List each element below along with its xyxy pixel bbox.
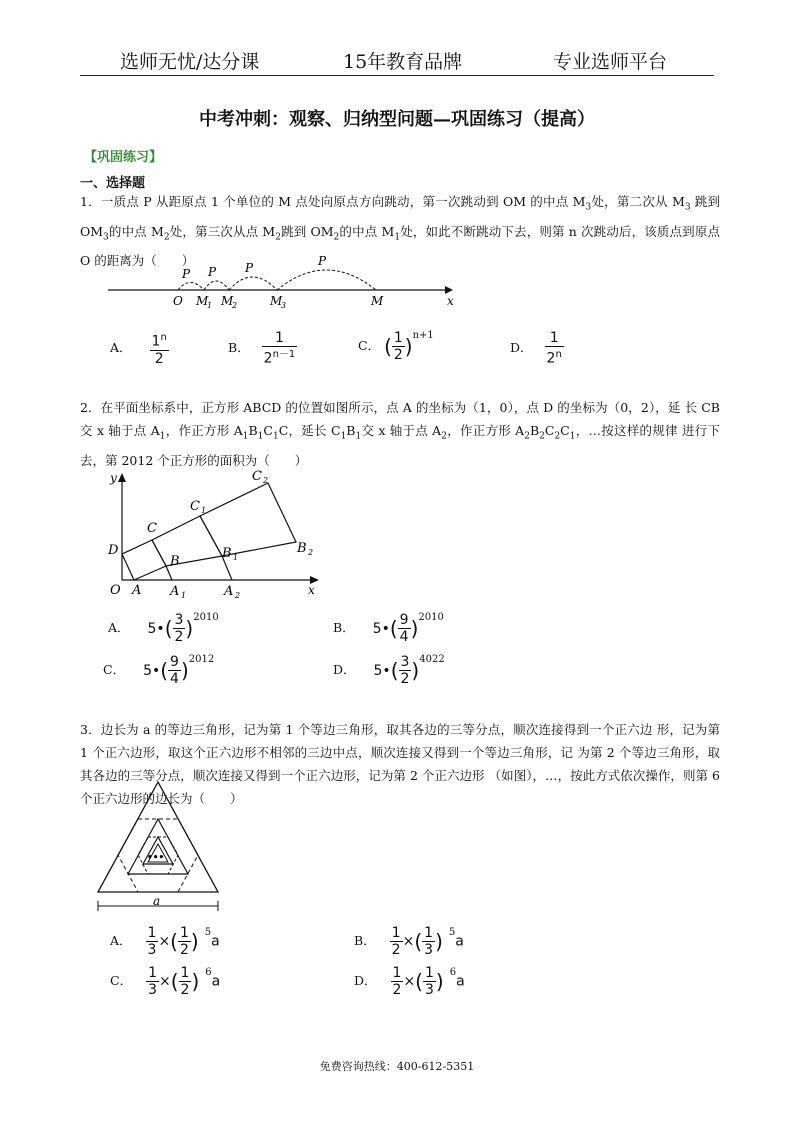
svg-text:M: M [270,294,283,308]
svg-text:1: 1 [233,553,239,562]
header-divider [80,75,714,76]
q3-option-b[interactable]: B． $\frac{1}{2}$ ×( $\frac{1}{3}$ ) $^5$a [354,925,464,958]
svg-text:C: C [147,521,157,536]
q3-option-d[interactable]: D． $\frac{1}{2}$ ×( $\frac{1}{3}$ ) $^6$a [354,965,465,998]
section-label: 【巩固练习】 [84,150,163,165]
question-3-text: 3．边长为 a 的等边三角形，记为第 1 个等边三角形，取其各边的三等分点，顺次连接得到一个正六边 形，记为第 1 个正六边形，取这个正六边形不相邻的三边中点，顺次连接又得到一个等边三角形，记 为第 2 个等边三角形，取其各边的三等分点，顺次连接又得到一个正六边形，记为第 2 个正六边形 （如图），…，按此方式依次操作，则第 6 个正六边形的边长为（ ） [80,722,720,806]
svg-text:M: M [196,294,209,308]
svg-text:P: P [245,261,254,275]
svg-text:M: M [221,294,234,308]
svg-text:C: C [252,469,262,484]
svg-text:2: 2 [263,476,269,485]
svg-text:1: 1 [207,301,213,310]
svg-text:x: x [308,583,315,597]
svg-text:x: x [447,294,454,308]
part-label: 一、选择题 [80,176,146,191]
svg-text:2: 2 [235,591,241,598]
question-2-text: 2．在平面坐标系中，正方形 ABCD 的位置如图所示，点 A 的坐标为（1，0），点 D 的坐标为（0，2），延 长 CB 交 x 轴于点 $A_1$，作正方形 $A_1B_1C_1C$，延长 $C_1B_1$交 x 轴于点 $A_2$，作正方形 $A_2B_2C_2C_1$，…按这样的规律 进行下去，第 2012 个正方形的面积为（ ） [80,400,720,468]
svg-text:A: A [170,584,180,598]
q1-option-b[interactable]: B． $\frac{1}{2^{n-1}}$ [228,330,296,367]
svg-text:y: y [110,471,117,485]
svg-text:3: 3 [281,301,287,310]
svg-text:B: B [297,541,307,556]
svg-text:2: 2 [232,301,238,310]
q1-option-c[interactable]: C． ( $\frac{1}{2}$ )$^{n+1}$ [358,330,434,363]
svg-text:P: P [318,254,327,268]
svg-text:A: A [224,584,234,598]
svg-text:M: M [371,294,384,308]
svg-text:2: 2 [308,548,314,557]
question-1-text: 1．一质点 P 从距原点 1 个单位的 M 点处向原点方向跳动，第一次跳动到 OM 的中点 $M_3$处，第二次从 $M_3$ 跳到 $OM_3$的中点 $M_2$处，第三次从点 $M_2$跳到 $OM_2$的中点 $M_1$处，如此不断跳动下去，则第 n 次跳动后，该质点到原点 O 的距离为（ ） [80,194,720,268]
footer-hotline: 免费咨询热线：400-612-5351 [319,1060,475,1073]
q2-option-c[interactable]: C． 5•( $\frac{9}{4}$ )$^{2012}$ [103,654,215,687]
triangle-hexagon-figure [92,778,232,912]
square-sequence-figure [100,468,330,598]
svg-text:P: P [182,267,191,281]
svg-text:A: A [132,583,142,598]
q3-option-a[interactable]: A． $\frac{1}{3}$ ×( $\frac{1}{2}$ ) $^5$a [110,925,220,958]
svg-text:1: 1 [181,591,187,598]
svg-text:B: B [170,554,180,569]
svg-text:P: P [208,265,217,279]
q3-option-c[interactable]: C． $\frac{1}{3}$ ×( $\frac{1}{2}$ ) $^6$a [110,965,221,998]
header-slogan: 15年教育品牌 [343,51,463,73]
q1-option-d[interactable]: D． $\frac{1}{2^n}$ [510,330,562,367]
svg-text:C: C [190,499,200,514]
q2-option-d[interactable]: D． 5•( $\frac{3}{2}$ )$^{4022}$ [333,654,445,687]
q2-option-a[interactable]: A． 5•( $\frac{3}{2}$ )$^{2010}$ [108,612,219,645]
number-line-figure [100,250,470,312]
svg-text:1: 1 [201,506,207,515]
svg-text:a: a [153,894,161,908]
header-brand: 选师无忧/达分课 [120,51,260,73]
svg-text:B: B [222,546,232,561]
svg-text:O: O [110,583,121,598]
header-platform: 专业选师平台 [553,51,668,73]
q1-option-a[interactable]: A． $\frac{1^n}{2}$ [110,332,167,367]
q2-option-b[interactable]: B． 5•( $\frac{9}{4}$ )$^{2010}$ [333,612,444,645]
svg-text:•••: ••• [147,853,165,863]
svg-text:O: O [173,294,183,308]
svg-text:D: D [108,543,119,558]
page-title: 中考冲刺：观察、归纳型问题—巩固练习（提高） [199,109,595,130]
